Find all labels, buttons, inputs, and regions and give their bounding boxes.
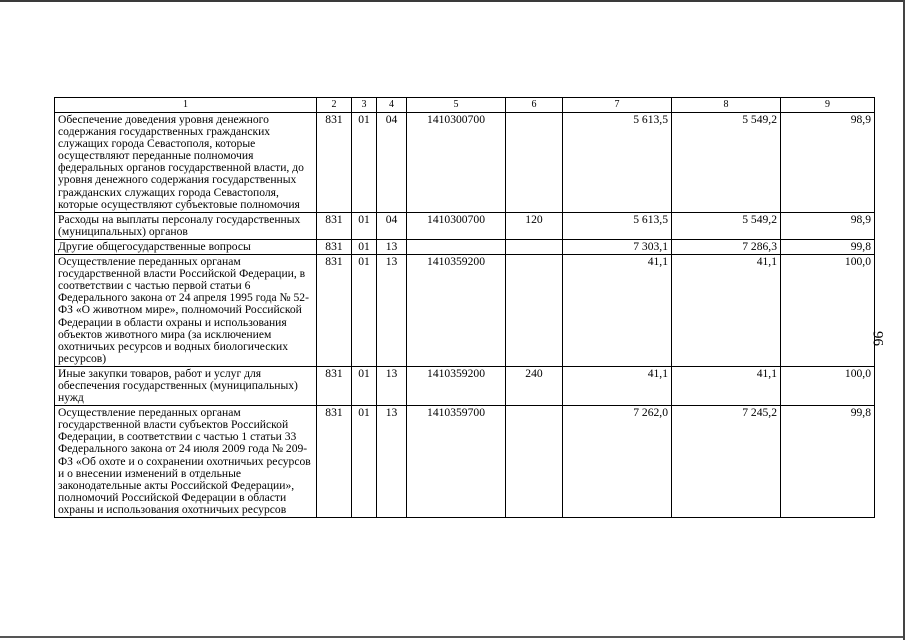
row-plan: 41,1 (563, 255, 672, 367)
header-cell: 9 (781, 98, 875, 113)
header-cell: 7 (563, 98, 672, 113)
row-csr: 1410300700 (407, 113, 506, 213)
row-csr (407, 239, 506, 254)
header-cell: 5 (407, 98, 506, 113)
header-cell: 8 (672, 98, 781, 113)
row-plan: 5 613,5 (563, 113, 672, 213)
row-rz: 01 (352, 113, 377, 213)
page-number: 96 (869, 331, 886, 346)
row-vr (506, 113, 563, 213)
row-vr (506, 255, 563, 367)
table-row (55, 366, 875, 405)
row-ved: 831 (317, 366, 352, 405)
row-pct: 99,8 (781, 406, 875, 518)
row-pct: 100,0 (781, 366, 875, 405)
row-name: Осуществление переданных органам государственной власти Российской Федерации, в соответствии с частью первой статьи 6 Федерального закона от 24 апреля 1995 года № 52-ФЗ «О животном мире», полномочий Российской Федерации в области охраны и использования объектов животного мира (за исключением охотничьих ресурсов и водных биологических ресурсов) (55, 255, 317, 367)
row-rz: 01 (352, 366, 377, 405)
row-name: Расходы на выплаты персоналу государственных (муниципальных) органов (55, 212, 317, 239)
row-plan: 41,1 (563, 366, 672, 405)
row-pct: 99,8 (781, 239, 875, 254)
table-row (55, 113, 875, 213)
row-plan: 7 262,0 (563, 406, 672, 518)
row-name: Иные закупки товаров, работ и услуг для обеспечения государственных (муниципальных) нужд (55, 366, 317, 405)
table-row (55, 255, 875, 367)
scan-edge-top (0, 0, 905, 2)
row-name: Другие общегосударственные вопросы (55, 239, 317, 254)
row-fact: 5 549,2 (672, 212, 781, 239)
row-pr: 13 (377, 239, 407, 254)
row-pr: 04 (377, 212, 407, 239)
row-pct: 98,9 (781, 212, 875, 239)
row-pr: 04 (377, 113, 407, 213)
row-plan: 7 303,1 (563, 239, 672, 254)
header-cell: 2 (317, 98, 352, 113)
budget-table (54, 97, 875, 518)
row-fact: 7 245,2 (672, 406, 781, 518)
row-rz: 01 (352, 406, 377, 518)
header-cell: 1 (55, 98, 317, 113)
row-csr: 1410359200 (407, 255, 506, 367)
row-plan: 5 613,5 (563, 212, 672, 239)
table-row (55, 212, 875, 239)
row-csr: 1410359700 (407, 406, 506, 518)
header-cell: 6 (506, 98, 563, 113)
row-name: Обеспечение доведения уровня денежного содержания государственных гражданских служащих города Севастополя, которые осуществляют переданные полномочия федеральных органов государственной власти, до уровня денежного содержания государственных гражданских служащих города Севастополя, которые осуществляют субъектовые полномочия (55, 113, 317, 213)
header-row (55, 98, 875, 113)
row-vr (506, 239, 563, 254)
row-fact: 41,1 (672, 255, 781, 367)
header-cell: 4 (377, 98, 407, 113)
row-pr: 13 (377, 406, 407, 518)
row-fact: 41,1 (672, 366, 781, 405)
row-ved: 831 (317, 113, 352, 213)
row-vr: 240 (506, 366, 563, 405)
row-ved: 831 (317, 239, 352, 254)
row-vr (506, 406, 563, 518)
row-ved: 831 (317, 212, 352, 239)
scan-edge-bottom (0, 636, 905, 638)
table-row (55, 406, 875, 518)
row-rz: 01 (352, 212, 377, 239)
row-pr: 13 (377, 255, 407, 367)
row-vr: 120 (506, 212, 563, 239)
row-rz: 01 (352, 239, 377, 254)
row-pct: 98,9 (781, 113, 875, 213)
header-cell: 3 (352, 98, 377, 113)
row-pct: 100,0 (781, 255, 875, 367)
row-pr: 13 (377, 366, 407, 405)
row-fact: 7 286,3 (672, 239, 781, 254)
row-ved: 831 (317, 255, 352, 367)
row-fact: 5 549,2 (672, 113, 781, 213)
row-csr: 1410300700 (407, 212, 506, 239)
row-name: Осуществление переданных органам государственной власти субъектов Российской Федерации, в соответствии с частью 1 статьи 33 Федерального закона от 24 июля 2009 года № 209-ФЗ «Об охоте и о сохранении охотничьих ресурсов и о внесении изменений в отдельные законодательные акты Российской Федерации», полномочий Российской Федерации в области охраны и использования охотничьих ресурсов (55, 406, 317, 518)
table-row (55, 239, 875, 254)
row-csr: 1410359200 (407, 366, 506, 405)
row-ved: 831 (317, 406, 352, 518)
row-rz: 01 (352, 255, 377, 367)
